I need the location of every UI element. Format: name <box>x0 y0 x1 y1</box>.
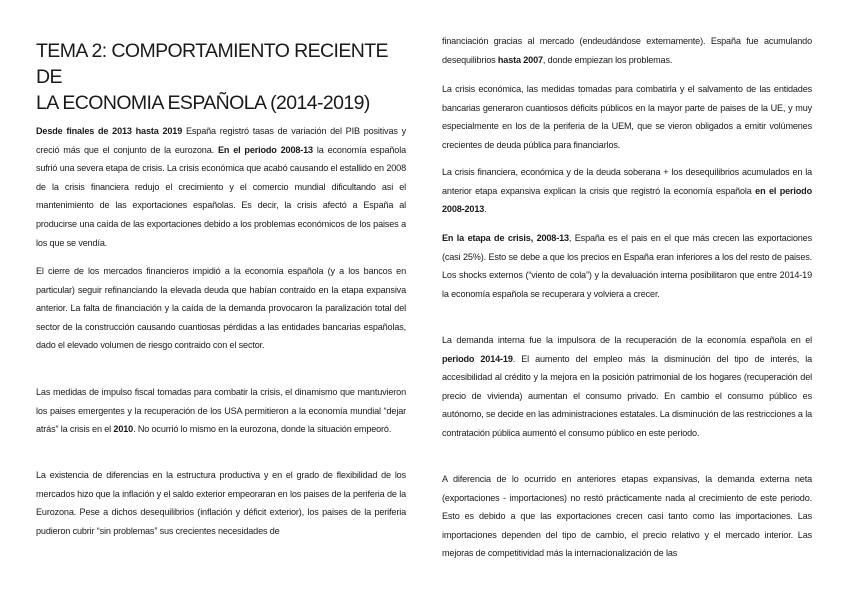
text-span: financiación gracias al mercado (endeudándose externamente). España fue acumulando desequilibrios <box>442 36 812 65</box>
text-span: . <box>484 204 487 215</box>
text-span: . No ocurrió lo mismo en la eurozona, donde la situación empeoró. <box>133 424 392 435</box>
paragraph-right-4 <box>442 229 812 303</box>
bold-span: en el periodo 2008-2013 <box>442 185 812 215</box>
paragraph-right-6: A diferencia de lo ocurrido en anteriores etapas expansivas, la demanda externa neta (exportaciones - importaciones) no restó prácticamente nada al crecimiento de este periodo. Esto es debido a que las exportaciones crecen casi tanto como las importaciones. Las importaciones dependen del tipo de cambio, el precio relativo y el mercado interior. Las mejoras de competitividad más la internacionalización de las <box>442 474 812 559</box>
bold-span: hasta 2007 <box>497 54 543 65</box>
title-line-1: TEMA 2: COMPORTAMIENTO RECIENTE DE <box>36 40 388 88</box>
text-span: , donde empiezan los problemas. <box>542 54 673 65</box>
bold-span: En la etapa de crisis, 2008-13 <box>442 233 569 243</box>
paragraph-left-1 <box>36 122 406 252</box>
document-title <box>36 38 416 116</box>
title-line-2: LA ECONOMIA ESPAÑOLA (2014-2019) <box>36 92 370 114</box>
paragraph-right-1 <box>442 32 812 69</box>
text-span: Las medidas de impulso fiscal tomadas para combatir la crisis, el dinamismo que mantuvieron los paises emergentes y la recuperación de los USA permitieron a la economía mundial “dejar atrás” la crisis en el <box>36 387 406 435</box>
text-span: la economía española sufrió una severa etapa de crisis. La crisis económica que acabó causando el estallido en 2008 de la crisis financiera redujo el crecimiento y el comercio mundial dificultando asi el mantenimiento de las exportaciones españolas. Es decir, la crisis afectó a España al producirse una caída de las exportaciones debido a los problemas económicos de los paises a los que se vendía. <box>36 144 406 248</box>
paragraph-right-5 <box>442 331 812 443</box>
text-span: , España es el pais en el que más crecen las exportaciones (casi 25%). Esto se debe a que los precios en España eran inferiores a los del resto de paises. Los shocks externos (“viento de cola”) y la devaluación interna posibilitaron que entre 2014-19 la economía española se recuperara y volviera a crecer. <box>442 233 812 299</box>
bold-span: En el periodo 2008-13 <box>217 144 313 155</box>
text-span: La crisis financiera, económica y de la deuda soberana + los desequilibrios acumulados en la anterior etapa expansiva explican la crisis que registró la economía española <box>442 167 812 196</box>
bold-span: periodo 2014-19 <box>442 353 513 364</box>
bold-span: 2010 <box>113 424 134 435</box>
bold-span: Desde finales de 2013 hasta 2019 <box>36 126 183 136</box>
paragraph-left-3 <box>36 383 406 439</box>
text-span: . El aumento del empleo más la disminución del tipo de interés, la accesibilidad al crédito y la mejora en la posición patrimonial de los hogares (recuperación del precio de vivienda) aumentan el consumo privado. En cambio el consumo público es autónomo, se decide en las administraciones estatales. La disminución de las restricciones a la contratación pública aumentó el consumo público en este periodo. <box>442 353 812 438</box>
paragraph-right-2: La crisis económica, las medidas tomadas para combatirla y el salvamento de las entidades bancarias generaron cuantiosos déficits públicos en la mayor parte de paises de la UE, y muy especialmente en los de la periferia de la UEM, que se vieron obligados a emitir volúmenes crecientes de deuda pública para financiarlos. <box>442 84 812 150</box>
paragraph-right-3 <box>442 163 812 219</box>
paragraph-left-4: La existencia de diferencias en la estructura productiva y en el grado de flexibilidad de los mercados hizo que la inflación y el saldo exterior empeoraran en los paises de la periferia de la Eurozona. Pese a dichos desequilibrios (inflación y déficit exterior), los paises de la periferia pudieron cubrir “sin problemas” sus crecientes necesidades de <box>36 470 406 536</box>
text-span: España registró tasas de variación del PIB positivas y creció más que el conjunto de la eurozona. <box>36 126 406 155</box>
text-span: La demanda interna fue la impulsora de la recuperación de la economía española en el <box>442 335 812 345</box>
paragraph-left-2: El cierre de los mercados financieros impidió a la economía española (y a los bancos en particular) seguir refinanciando la elevada deuda que habían contraido en la etapa expansiva anterior. La falta de financiación y la caída de la demanda provocaron la paralización total del sector de la construcción causando cuantiosas pérdidas a las entidades bancarias españolas, dado el elevado volumen de riesgo contraido con el sector. <box>36 266 406 351</box>
